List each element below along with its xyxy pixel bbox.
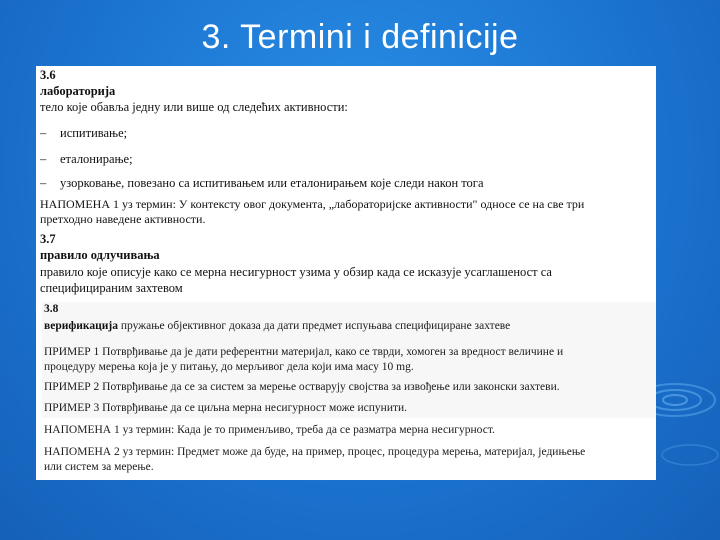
list-item-text: испитивање; [60,126,128,140]
section-3-6 [36,66,656,294]
note-line: претходно наведене активности. [40,212,206,226]
list-item-text: еталонирање; [60,152,133,166]
list-item: – еталонирање; [40,152,133,166]
note-line: или систем за мерење. [44,461,154,473]
list-item: – испитивање; [40,126,128,140]
section-term: лабораторија [40,84,116,98]
section-3-8 [42,302,656,473]
section-definition: правило које описује како се мерна несигурност узима у обзир када се исказује усаглашеност са [40,265,552,279]
section-term: верификација [44,320,118,332]
note-line: НАПОМЕНА 1 уз термин: У контексту овог документа, „лабораторијске активности" односе се на све три [40,197,585,211]
example-line: процедуру мерења која је у питању, до мерљивог дела који има масу 10 mg. [44,361,414,373]
section-definition-line [44,319,510,333]
slide-title: 3. Termini i definicije [201,18,519,56]
section-number: 3.8 [44,303,59,315]
section-number: 3.6 [40,68,56,82]
example-line: ПРИМЕР 2 Потврђивање да се за систем за мерење остварују својства за извођење или законски захтеви. [44,381,560,393]
section-term: правило одлучивања [40,248,160,262]
section-number: 3.7 [40,232,56,246]
list-item-text: узорковање, повезано са испитивањем или еталонирањем које следи након тога [60,176,484,190]
section-definition: специфицираним захтевом [40,281,183,295]
section-definition: пружање објективног доказа да дати предмет испуњава специфициране захтеве [120,320,511,332]
example-line: ПРИМЕР 3 Потврђивање да се циљна мерна несигурност може испунити. [44,402,408,414]
note-line: НАПОМЕНА 1 уз термин: Када је то применљиво, треба да се разматра мерна несигурност. [44,424,495,436]
example-line: ПРИМЕР 1 Потврђивање да је дати референтни материјал, како се тврди, хомоген за вредност величине и [44,346,564,358]
section-definition: тело које обавља једну или више од следећих активности: [40,100,348,114]
note-line: НАПОМЕНА 2 уз термин: Предмет може да буде, на пример, процес, процедура мерења, материјал, једињење [44,446,586,458]
list-item: – узорковање, повезано са испитивањем или еталонирањем које следи након тога [40,176,484,190]
document-scan [36,66,656,480]
